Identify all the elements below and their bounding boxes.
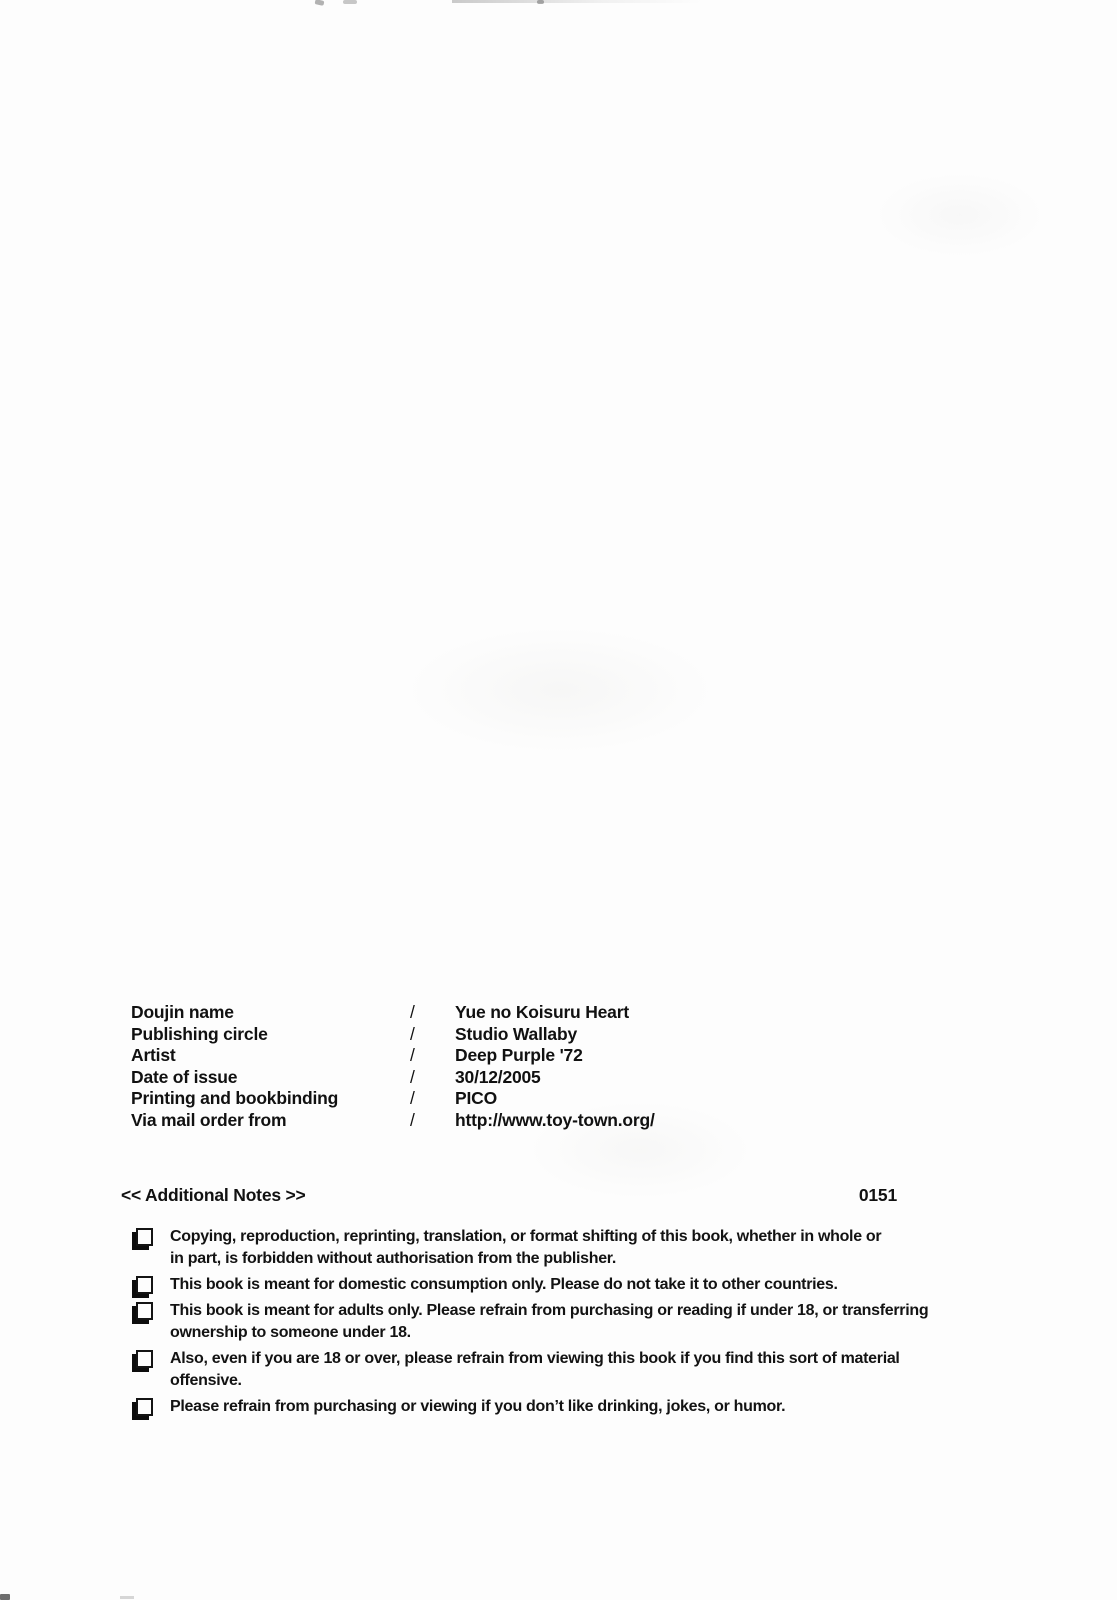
note-item <box>131 1226 1071 1270</box>
colophon-separator: / <box>410 1045 415 1065</box>
scan-artifact <box>452 0 702 3</box>
colophon-separator: / <box>410 1002 415 1022</box>
colophon-row <box>131 1110 655 1132</box>
colophon-separator: / <box>410 1023 415 1044</box>
note-line: offensive. <box>170 1372 242 1389</box>
note-text <box>170 1226 881 1270</box>
colophon-label: Printing and bookbinding <box>131 1088 339 1108</box>
colophon-value-publishing-circle: Studio Wallaby <box>455 1023 577 1044</box>
scan-artifact <box>537 0 544 4</box>
colophon-label: Via mail order from <box>131 1109 287 1130</box>
colophon-separator: / <box>410 1109 415 1130</box>
colophon-row <box>131 1067 655 1089</box>
page-number: 0151 <box>858 1185 897 1205</box>
colophon-value-doujin-name: Yue no Koisuru Heart <box>455 1002 629 1022</box>
colophon-label: Date of issue <box>131 1066 238 1087</box>
square-bullet-icon <box>136 1350 153 1368</box>
colophon-label: Doujin name <box>131 1002 234 1022</box>
square-bullet-icon <box>136 1302 153 1320</box>
colophon-value-mail-order-url: http://www.toy-town.org/ <box>455 1109 655 1130</box>
colophon-separator: / <box>410 1088 415 1108</box>
note-item <box>131 1300 1071 1344</box>
square-bullet-icon <box>136 1276 153 1294</box>
note-text <box>170 1274 838 1296</box>
colophon-row <box>131 1024 655 1046</box>
note-text <box>170 1348 900 1392</box>
note-line: This book is meant for domestic consumption only. Please do not take it to other countries. <box>170 1276 838 1293</box>
square-bullet-icon <box>136 1228 153 1246</box>
colophon-value-printer: PICO <box>455 1088 497 1108</box>
note-text <box>170 1396 785 1418</box>
colophon-separator: / <box>410 1066 415 1087</box>
note-line: in part, is forbidden without authorisation from the publisher. <box>170 1250 616 1267</box>
colophon-label: Artist <box>131 1045 176 1065</box>
note-line: ownership to someone under 18. <box>170 1324 411 1341</box>
scan-artifact <box>315 0 325 6</box>
notes-heading: << Additional Notes >> <box>121 1185 306 1205</box>
notes-header <box>121 1185 897 1206</box>
note-item <box>131 1274 1071 1296</box>
scan-artifact <box>120 1596 134 1599</box>
colophon-row <box>131 1088 655 1110</box>
scan-artifact <box>343 0 357 4</box>
note-line: This book is meant for adults only. Please refrain from purchasing or reading if under 18, or transferring <box>170 1302 929 1319</box>
note-text <box>170 1300 928 1344</box>
colophon-row <box>131 1002 655 1024</box>
colophon-value-artist: Deep Purple '72 <box>455 1045 583 1065</box>
colophon-row <box>131 1045 655 1067</box>
note-item <box>131 1396 1071 1418</box>
scan-artifact <box>0 1594 10 1600</box>
note-line: Please refrain from purchasing or viewing if you don’t like drinking, jokes, or humor. <box>170 1398 786 1415</box>
colophon-value-date-of-issue: 30/12/2005 <box>455 1066 541 1087</box>
colophon-label: Publishing circle <box>131 1023 268 1044</box>
note-line: Copying, reproduction, reprinting, translation, or format shifting of this book, whether in whole or <box>170 1228 882 1245</box>
square-bullet-icon <box>136 1398 153 1416</box>
note-line: Also, even if you are 18 or over, please refrain from viewing this book if you find this sort of material <box>170 1350 900 1367</box>
notes-list <box>131 1226 1071 1422</box>
note-item <box>131 1348 1071 1392</box>
colophon-table <box>131 1002 655 1131</box>
